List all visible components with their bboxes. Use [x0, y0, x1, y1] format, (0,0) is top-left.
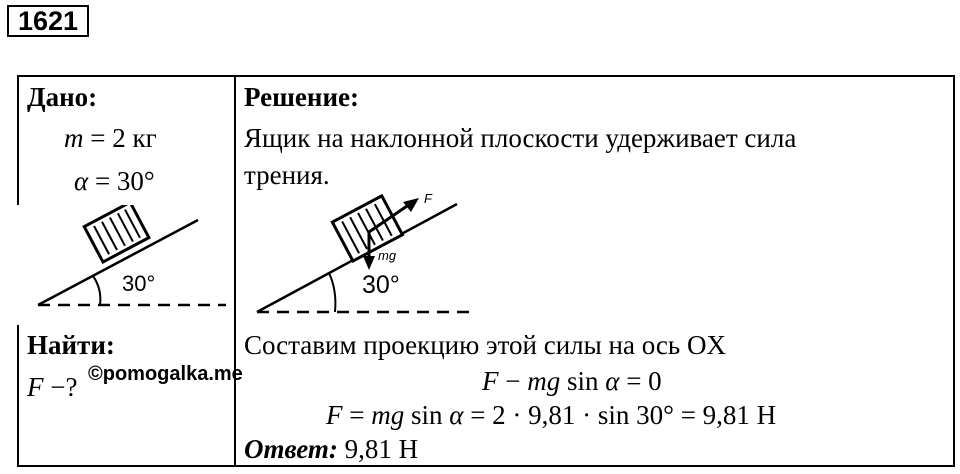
angle-label: 30°	[122, 271, 156, 296]
angle-symbol: α	[74, 166, 89, 196]
angle-label: 30°	[362, 271, 400, 299]
find-symbol: F	[27, 372, 44, 402]
eq2-rest: = 2 · 9,81 · sin 30° = 9,81 Н	[463, 400, 777, 430]
eq1-term-F: F	[482, 366, 499, 396]
solution-line-2: трения.	[244, 160, 330, 190]
angle-value: = 30°	[94, 166, 155, 196]
given-heading: Дано:	[27, 82, 98, 112]
eq2-term-mg: mg	[371, 400, 405, 430]
mass-symbol: m	[64, 123, 84, 153]
eq2-op: =	[342, 400, 372, 430]
find-heading: Найти:	[27, 330, 115, 360]
answer-value: 9,81 Н	[337, 434, 419, 464]
solution-line-3: Составим проекцию этой силы на ось OX	[244, 330, 726, 360]
solution-heading: Решение:	[244, 82, 359, 112]
eq1-alpha: α	[605, 366, 620, 396]
eq1-rest: = 0	[619, 366, 662, 396]
equation-1	[482, 366, 662, 397]
equation-2	[326, 400, 776, 431]
given-angle	[74, 166, 155, 197]
eq1-op: −	[498, 366, 528, 396]
find-item	[27, 372, 77, 403]
eq1-sin: sin	[560, 366, 606, 396]
eq2-alpha: α	[449, 400, 464, 430]
answer-label: Ответ:	[244, 434, 338, 464]
watermark: ©pomogalka.me	[88, 363, 243, 385]
force-label: F	[424, 191, 432, 206]
given-incline-figure	[0, 205, 234, 325]
find-rest: −?	[43, 372, 78, 402]
answer-line	[244, 434, 418, 465]
gravity-label: mg	[378, 248, 397, 263]
problem-number: 1621	[7, 5, 89, 37]
column-divider	[234, 75, 236, 467]
eq2-term-F: F	[326, 400, 343, 430]
solution-line-1: Ящик на наклонной плоскости удерживает сила	[244, 123, 797, 153]
solution-incline-figure	[245, 190, 485, 325]
given-mass	[64, 123, 157, 154]
eq2-sin: sin	[404, 400, 450, 430]
mass-value: = 2 кг	[90, 123, 157, 153]
eq1-term-mg: mg	[527, 366, 561, 396]
